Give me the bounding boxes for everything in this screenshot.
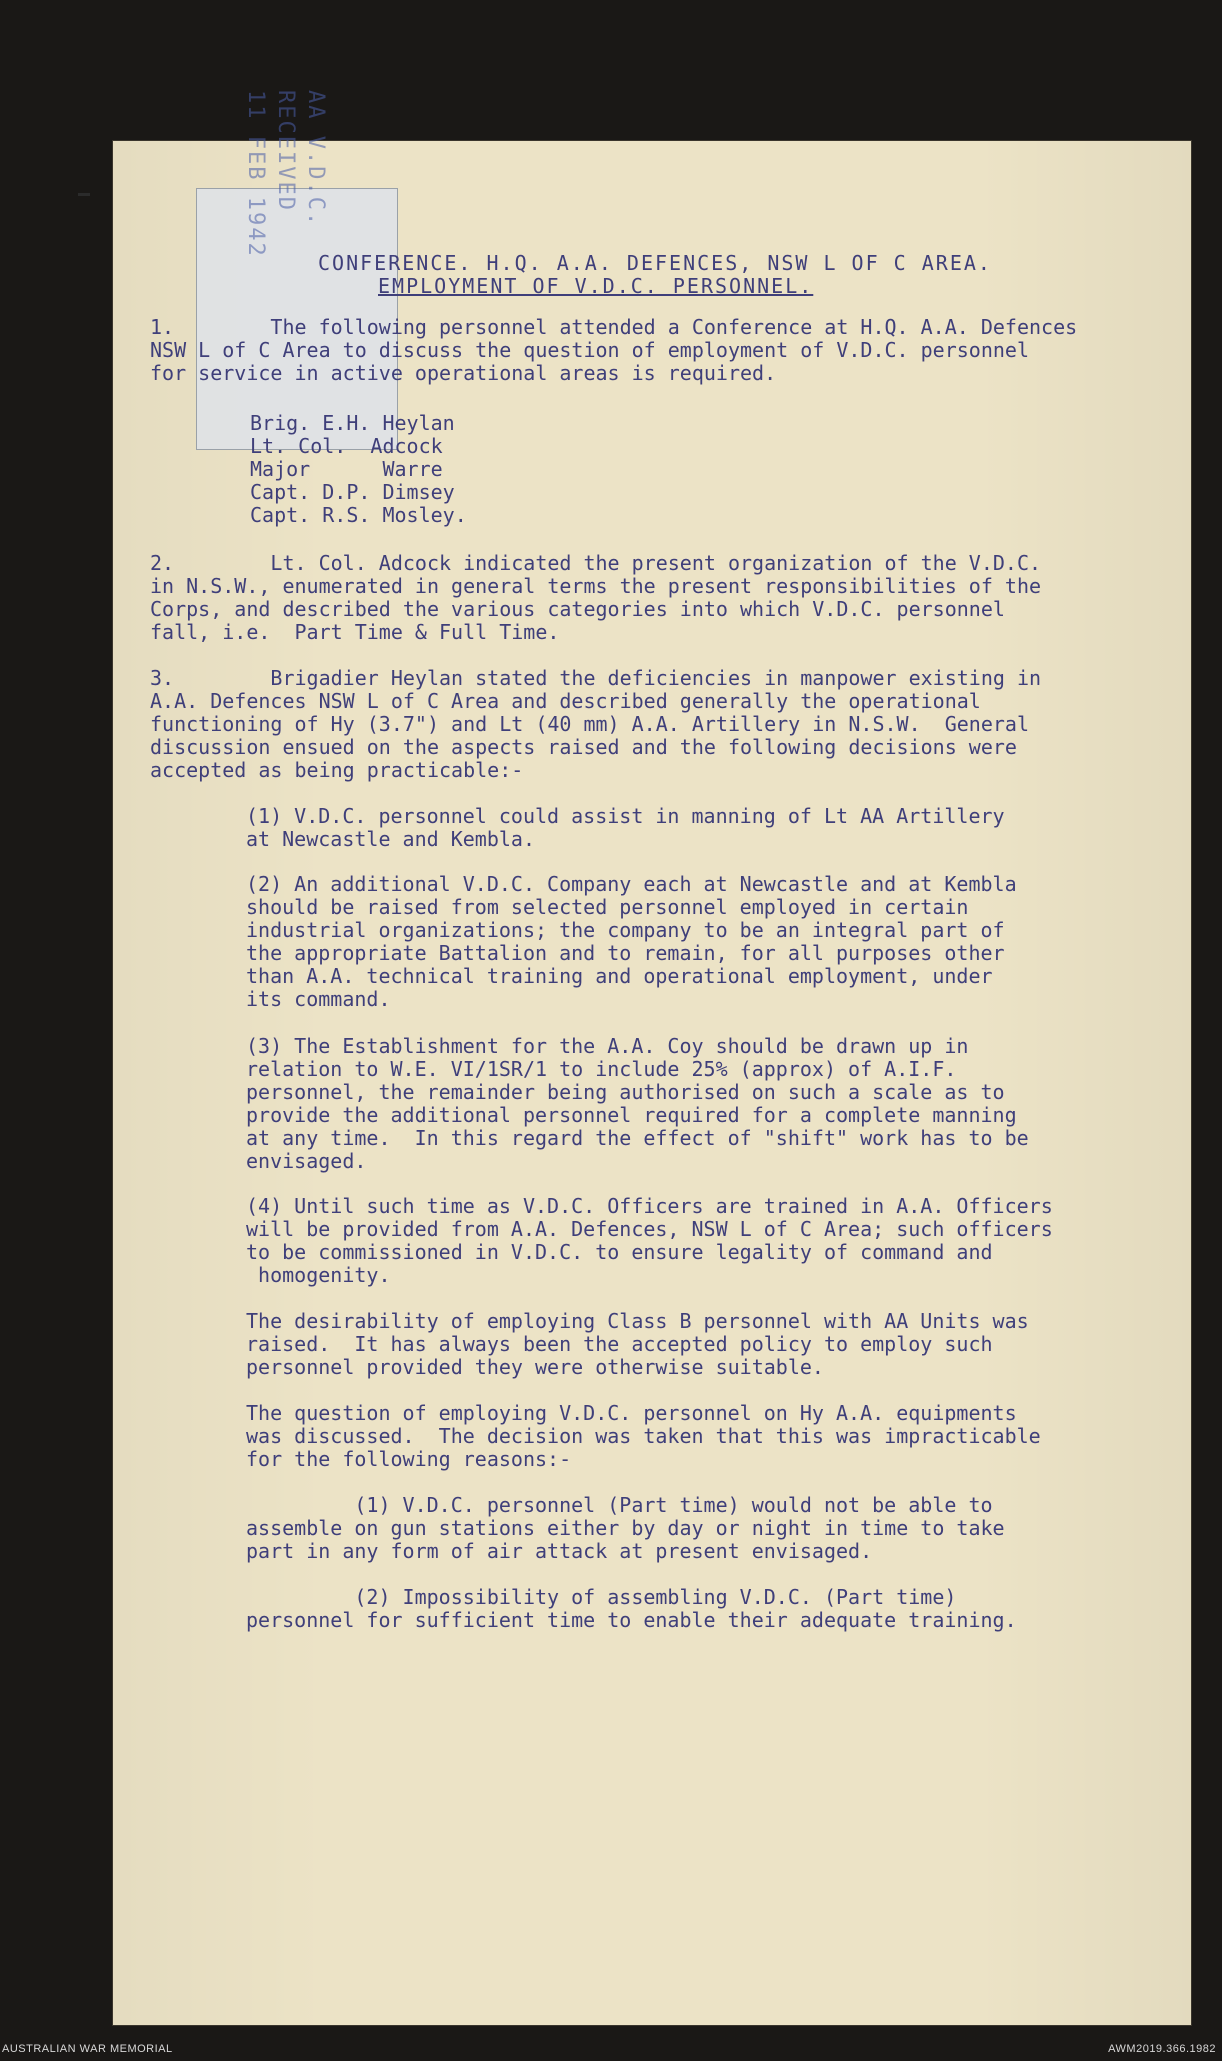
para4-line: The desirability of employing Class B personnel with AA Units was [246, 1309, 1029, 1333]
para2-line: Corps, and described the various categories into which V.D.C. personnel [150, 597, 1005, 621]
document-title: CONFERENCE. H.Q. A.A. DEFENCES, NSW L OF C AREA. [318, 251, 992, 275]
attendee: Major Warre [250, 457, 443, 481]
document-subtitle: EMPLOYMENT OF V.D.C. PERSONNEL. [378, 274, 814, 298]
item3-line: (3) The Establishment for the A.A. Coy should be drawn up in [246, 1034, 969, 1058]
para3-line: discussion ensued on the aspects raised and the following decisions were [150, 735, 1017, 759]
stamp-line: 11 FEB 1942 [243, 90, 268, 258]
item1-line: at Newcastle and Kembla. [246, 827, 535, 851]
item2-line: than A.A. technical training and operational employment, under [246, 964, 993, 988]
stamp-line: RECEIVED [273, 90, 298, 212]
para4-line: raised. It has always been the accepted policy to employ such [246, 1332, 993, 1356]
item3-line: envisaged. [246, 1149, 367, 1173]
item3-line: relation to W.E. VI/1SR/1 to include 25% (approx) of A.I.F. [246, 1057, 957, 1081]
stamp-line: AA V.D.C. [303, 90, 328, 228]
para3-line: accepted as being practicable:- [150, 758, 524, 782]
item2-line: the appropriate Battalion and to remain, for all purposes other [246, 941, 1005, 965]
attendee: Capt. R.S. Mosley. [250, 503, 467, 527]
attendee: Capt. D.P. Dimsey [250, 480, 455, 504]
para2-line: 2. Lt. Col. Adcock indicated the present organization of the V.D.C. [150, 551, 1042, 575]
para3-line: A.A. Defences NSW L of C Area and described generally the operational [150, 689, 981, 713]
attendee: Brig. E.H. Heylan [250, 411, 455, 435]
item3-line: at any time. In this regard the effect of "shift" work has to be [246, 1126, 1029, 1150]
para3-line: functioning of Hy (3.7") and Lt (40 mm) A.A. Artillery in N.S.W. General [150, 712, 1029, 736]
item4-line: homogenity. [246, 1263, 391, 1287]
para4-line: personnel provided they were otherwise suitable. [246, 1355, 824, 1379]
para3-line: 3. Brigadier Heylan stated the deficiencies in manpower existing in [150, 666, 1042, 690]
reason1-line: assemble on gun stations either by day or night in time to take [246, 1516, 1005, 1540]
item4-line: to be commissioned in V.D.C. to ensure legality of command and [246, 1240, 993, 1264]
para5-line: for the following reasons:- [246, 1447, 572, 1471]
item2-line: its command. [246, 987, 391, 1011]
para1-line: 1. The following personnel attended a Conference at H.Q. A.A. Defences [150, 315, 1078, 339]
reason1-line: (1) V.D.C. personnel (Part time) would not be able to [246, 1493, 993, 1517]
para5-line: was discussed. The decision was taken that this was impracticable [246, 1424, 1041, 1448]
footer-accession-number: AWM2019.366.1982 [1108, 2043, 1216, 2055]
para5-line: The question of employing V.D.C. personnel on Hy A.A. equipments [246, 1401, 1017, 1425]
item2-line: (2) An additional V.D.C. Company each at Newcastle and at Kembla [246, 872, 1017, 896]
item4-line: (4) Until such time as V.D.C. Officers are trained in A.A. Officers [246, 1194, 1053, 1218]
reason2-line: personnel for sufficient time to enable their adequate training. [246, 1608, 1017, 1632]
item1-line: (1) V.D.C. personnel could assist in manning of Lt AA Artillery [246, 804, 1005, 828]
item3-line: provide the additional personnel required for a complete manning [246, 1103, 1017, 1127]
reason2-line: (2) Impossibility of assembling V.D.C. (Part time) [246, 1585, 957, 1609]
para1-line: for service in active operational areas is required. [150, 361, 777, 385]
item2-line: industrial organizations; the company to be an integral part of [246, 918, 1005, 942]
attendee: Lt. Col. Adcock [250, 434, 443, 458]
reason1-line: part in any form of air attack at present envisaged. [246, 1539, 873, 1563]
item3-line: personnel, the remainder being authorised on such a scale as to [246, 1080, 1005, 1104]
para1-line: NSW L of C Area to discuss the question of employment of V.D.C. personnel [150, 338, 1029, 362]
footer-institution: AUSTRALIAN WAR MEMORIAL [2, 2043, 173, 2055]
para2-line: in N.S.W., enumerated in general terms the present responsibilities of the [150, 574, 1042, 598]
item4-line: will be provided from A.A. Defences, NSW L of C Area; such officers [246, 1217, 1053, 1241]
item2-line: should be raised from selected personnel employed in certain [246, 895, 969, 919]
para2-line: fall, i.e. Part Time & Full Time. [150, 620, 560, 644]
